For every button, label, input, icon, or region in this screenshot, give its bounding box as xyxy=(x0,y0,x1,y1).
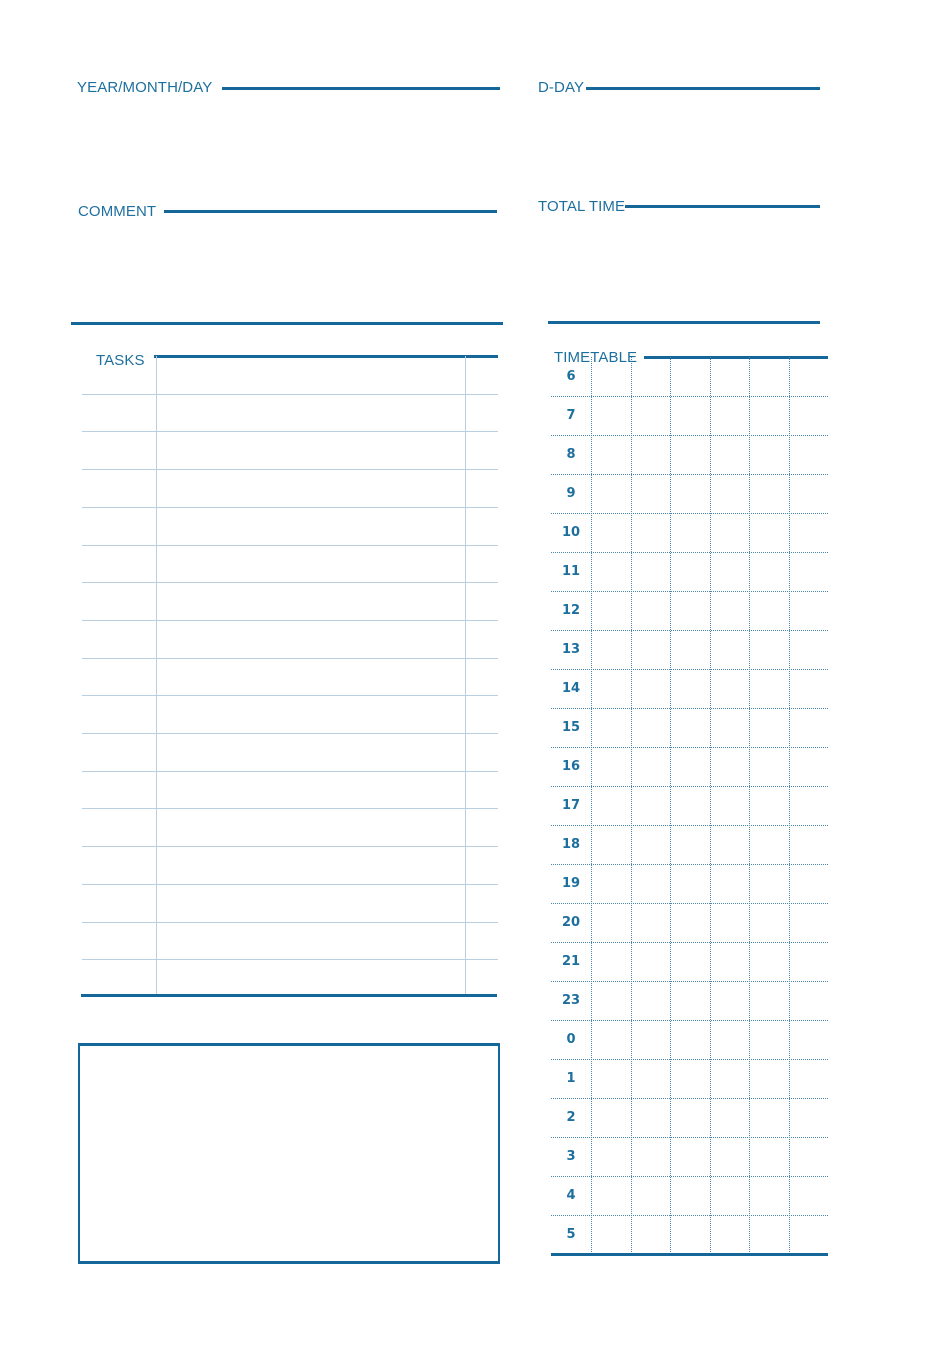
timetable-cell[interactable] xyxy=(591,864,631,903)
timetable-cell[interactable] xyxy=(631,552,671,591)
timetable-cell[interactable] xyxy=(670,942,710,981)
total-time-underline xyxy=(624,205,820,208)
timetable-cell[interactable] xyxy=(631,864,671,903)
timetable-cell[interactable] xyxy=(710,1215,750,1254)
timetable-hour-label: 16 xyxy=(561,759,581,774)
timetable-cell[interactable] xyxy=(789,1137,829,1176)
timetable-cell[interactable] xyxy=(710,747,750,786)
timetable-cell[interactable] xyxy=(749,1215,789,1254)
timetable-cell[interactable] xyxy=(591,942,631,981)
notes-box[interactable] xyxy=(78,1043,500,1264)
timetable-cell[interactable] xyxy=(789,591,829,630)
dday-label: D-DAY xyxy=(538,79,585,96)
timetable-cell[interactable] xyxy=(789,708,829,747)
timetable-cell[interactable] xyxy=(789,1098,829,1137)
timetable-cell[interactable] xyxy=(749,669,789,708)
timetable-cell[interactable] xyxy=(749,981,789,1020)
timetable-hour-label: 13 xyxy=(561,642,581,657)
timetable-cell[interactable] xyxy=(670,552,710,591)
timetable-cell[interactable] xyxy=(710,942,750,981)
timetable-cell[interactable] xyxy=(631,747,671,786)
timetable-cell[interactable] xyxy=(710,1176,750,1215)
timetable-hour-label: 5 xyxy=(566,1227,576,1242)
timetable-hour-label: 9 xyxy=(566,486,576,501)
timetable-cell[interactable] xyxy=(631,630,671,669)
timetable-cell[interactable] xyxy=(591,1059,631,1098)
task-row[interactable] xyxy=(82,356,498,394)
task-row[interactable] xyxy=(82,808,498,846)
timetable-cell[interactable] xyxy=(749,474,789,513)
timetable-cell[interactable] xyxy=(591,786,631,825)
timetable-cell[interactable] xyxy=(749,435,789,474)
timetable-cell[interactable] xyxy=(749,1098,789,1137)
timetable-cell[interactable] xyxy=(789,552,829,591)
tasks-label: TASKS xyxy=(96,352,145,369)
timetable-cell[interactable] xyxy=(749,903,789,942)
timetable-cell[interactable] xyxy=(789,1176,829,1215)
timetable-cell[interactable] xyxy=(591,1137,631,1176)
task-row[interactable] xyxy=(82,733,498,771)
timetable-cell[interactable] xyxy=(631,1020,671,1059)
timetable-cell[interactable] xyxy=(749,786,789,825)
timetable-cell[interactable] xyxy=(749,396,789,435)
timetable-hour-label: 14 xyxy=(561,681,581,696)
comment-underline xyxy=(164,210,497,213)
timetable-hour-label: 21 xyxy=(561,954,581,969)
timetable-cell[interactable] xyxy=(710,825,750,864)
timetable-hour-label: 3 xyxy=(566,1149,576,1164)
timetable-cell[interactable] xyxy=(591,903,631,942)
timetable-cell[interactable] xyxy=(670,669,710,708)
timetable-cell[interactable] xyxy=(670,1215,710,1254)
timetable-cell[interactable] xyxy=(591,630,631,669)
timetable-cell[interactable] xyxy=(670,630,710,669)
timetable-cell[interactable] xyxy=(710,1098,750,1137)
timetable-cell[interactable] xyxy=(591,1176,631,1215)
timetable-cell[interactable] xyxy=(631,591,671,630)
task-row[interactable] xyxy=(82,469,498,507)
comment-label: COMMENT xyxy=(78,203,157,220)
timetable-cell[interactable] xyxy=(749,1176,789,1215)
timetable-cell[interactable] xyxy=(670,747,710,786)
timetable-cell[interactable] xyxy=(591,552,631,591)
timetable-cell[interactable] xyxy=(710,1020,750,1059)
timetable-hour-label: 7 xyxy=(566,408,576,423)
timetable-cell[interactable] xyxy=(710,513,750,552)
total-time-label: TOTAL TIME xyxy=(538,198,626,215)
timetable-cell[interactable] xyxy=(670,981,710,1020)
timetable-cell[interactable] xyxy=(631,1215,671,1254)
timetable-cell[interactable] xyxy=(749,1020,789,1059)
timetable-cell[interactable] xyxy=(789,435,829,474)
timetable-cell[interactable] xyxy=(670,591,710,630)
timetable-cell[interactable] xyxy=(631,474,671,513)
task-row[interactable] xyxy=(82,431,498,469)
timetable-hour-label: 15 xyxy=(561,720,581,735)
timetable-cell[interactable] xyxy=(591,396,631,435)
task-row[interactable] xyxy=(82,658,498,696)
timetable-cell[interactable] xyxy=(631,825,671,864)
timetable-cell[interactable] xyxy=(670,1020,710,1059)
timetable-cell[interactable] xyxy=(670,864,710,903)
timetable-cell[interactable] xyxy=(670,786,710,825)
timetable-cell[interactable] xyxy=(710,786,750,825)
timetable-cell[interactable] xyxy=(670,513,710,552)
timetable-cell[interactable] xyxy=(789,474,829,513)
timetable-hour-label: 10 xyxy=(561,525,581,540)
timetable-cell[interactable] xyxy=(670,1059,710,1098)
timetable-label: TIMETABLE xyxy=(554,349,638,366)
timetable-cell[interactable] xyxy=(631,513,671,552)
tasks-grid xyxy=(82,356,498,997)
timetable-cell[interactable] xyxy=(710,474,750,513)
timetable-cell[interactable] xyxy=(710,1059,750,1098)
timetable-cell[interactable] xyxy=(710,981,750,1020)
timetable-cell[interactable] xyxy=(631,981,671,1020)
timetable-cell[interactable] xyxy=(749,864,789,903)
timetable-cell[interactable] xyxy=(789,1059,829,1098)
timetable-hour-label: 0 xyxy=(566,1032,576,1047)
timetable-cell[interactable] xyxy=(749,825,789,864)
timetable-cell[interactable] xyxy=(631,1098,671,1137)
task-column-line xyxy=(156,356,157,997)
tasks-bottom-rule xyxy=(81,994,497,997)
task-row[interactable] xyxy=(82,771,498,809)
timetable-hour-label: 11 xyxy=(561,564,581,579)
timetable-cell[interactable] xyxy=(591,474,631,513)
timetable-cell[interactable] xyxy=(710,630,750,669)
timetable-cell[interactable] xyxy=(749,747,789,786)
timetable-cell[interactable] xyxy=(789,942,829,981)
timetable-cell[interactable] xyxy=(670,435,710,474)
timetable-cell[interactable] xyxy=(670,708,710,747)
timetable-cell[interactable] xyxy=(591,591,631,630)
timetable-hour-label: 2 xyxy=(566,1110,576,1125)
date-label: YEAR/MONTH/DAY xyxy=(77,79,213,96)
timetable-cell[interactable] xyxy=(591,1020,631,1059)
timetable-cell[interactable] xyxy=(749,357,789,396)
timetable-cell[interactable] xyxy=(710,396,750,435)
timetable-cell[interactable] xyxy=(591,513,631,552)
timetable-cell[interactable] xyxy=(789,981,829,1020)
timetable-cell[interactable] xyxy=(789,786,829,825)
timetable-cell[interactable] xyxy=(670,474,710,513)
timetable-grid xyxy=(551,357,828,1256)
total-time-section-divider xyxy=(548,321,820,324)
timetable-hour-label: 20 xyxy=(561,915,581,930)
task-row[interactable] xyxy=(82,507,498,545)
task-row[interactable] xyxy=(82,620,498,658)
timetable-cell[interactable] xyxy=(591,669,631,708)
timetable-bottom-rule xyxy=(551,1253,828,1256)
timetable-cell[interactable] xyxy=(631,903,671,942)
timetable-cell[interactable] xyxy=(631,1059,671,1098)
timetable-hour-label: 23 xyxy=(561,993,581,1008)
timetable-hour-label: 17 xyxy=(561,798,581,813)
timetable-cell[interactable] xyxy=(789,669,829,708)
timetable-cell[interactable] xyxy=(631,786,671,825)
timetable-cell[interactable] xyxy=(749,708,789,747)
timetable-hour-label: 1 xyxy=(566,1071,576,1086)
timetable-cell[interactable] xyxy=(749,1059,789,1098)
comment-section-divider xyxy=(71,322,503,325)
timetable-cell[interactable] xyxy=(591,1098,631,1137)
dday-underline xyxy=(586,87,820,90)
timetable-cell[interactable] xyxy=(670,1098,710,1137)
timetable-cell[interactable] xyxy=(749,1137,789,1176)
timetable-cell[interactable] xyxy=(631,1137,671,1176)
timetable-cell[interactable] xyxy=(789,864,829,903)
timetable-cell[interactable] xyxy=(631,396,671,435)
timetable-cell[interactable] xyxy=(749,591,789,630)
timetable-hour-label: 6 xyxy=(566,369,576,384)
timetable-cell[interactable] xyxy=(670,825,710,864)
timetable-cell[interactable] xyxy=(631,1176,671,1215)
timetable-cell[interactable] xyxy=(789,396,829,435)
timetable-cell[interactable] xyxy=(631,669,671,708)
timetable-hour-label: 12 xyxy=(561,603,581,618)
timetable-cell[interactable] xyxy=(631,942,671,981)
timetable-cell[interactable] xyxy=(631,708,671,747)
task-row[interactable] xyxy=(82,582,498,620)
timetable-cell[interactable] xyxy=(789,747,829,786)
task-row[interactable] xyxy=(82,846,498,884)
timetable-cell[interactable] xyxy=(591,708,631,747)
task-row[interactable] xyxy=(82,922,498,960)
timetable-cell[interactable] xyxy=(710,669,750,708)
timetable-cell[interactable] xyxy=(789,1020,829,1059)
timetable-cell[interactable] xyxy=(749,552,789,591)
task-row[interactable] xyxy=(82,959,498,997)
timetable-cell[interactable] xyxy=(591,747,631,786)
task-row[interactable] xyxy=(82,545,498,583)
timetable-cell[interactable] xyxy=(789,1215,829,1254)
timetable-cell[interactable] xyxy=(789,513,829,552)
timetable-cell[interactable] xyxy=(749,513,789,552)
date-underline xyxy=(222,87,500,90)
task-row[interactable] xyxy=(82,394,498,432)
timetable-hour-label: 19 xyxy=(561,876,581,891)
timetable-cell[interactable] xyxy=(670,1137,710,1176)
timetable-cell[interactable] xyxy=(591,981,631,1020)
timetable-cell[interactable] xyxy=(710,435,750,474)
timetable-cell[interactable] xyxy=(710,552,750,591)
timetable-cell[interactable] xyxy=(749,630,789,669)
timetable-cell[interactable] xyxy=(789,825,829,864)
timetable-cell[interactable] xyxy=(789,630,829,669)
timetable-cell[interactable] xyxy=(670,357,710,396)
timetable-hour-label: 18 xyxy=(561,837,581,852)
timetable-hour-label: 8 xyxy=(566,447,576,462)
timetable-cell[interactable] xyxy=(789,903,829,942)
task-row[interactable] xyxy=(82,884,498,922)
timetable-cell[interactable] xyxy=(710,1137,750,1176)
timetable-hour-label: 4 xyxy=(566,1188,576,1203)
task-column-line xyxy=(465,356,466,997)
timetable-cell[interactable] xyxy=(670,903,710,942)
timetable-cell[interactable] xyxy=(591,825,631,864)
timetable-cell[interactable] xyxy=(710,357,750,396)
task-row[interactable] xyxy=(82,695,498,733)
timetable-cell[interactable] xyxy=(710,903,750,942)
timetable-cell[interactable] xyxy=(789,357,829,396)
timetable-cell[interactable] xyxy=(710,708,750,747)
timetable-cell[interactable] xyxy=(631,435,671,474)
timetable-cell[interactable] xyxy=(710,591,750,630)
timetable-cell[interactable] xyxy=(591,1215,631,1254)
timetable-cell[interactable] xyxy=(670,396,710,435)
timetable-cell[interactable] xyxy=(670,1176,710,1215)
timetable-cell[interactable] xyxy=(710,864,750,903)
timetable-cell[interactable] xyxy=(749,942,789,981)
timetable-cell[interactable] xyxy=(591,435,631,474)
